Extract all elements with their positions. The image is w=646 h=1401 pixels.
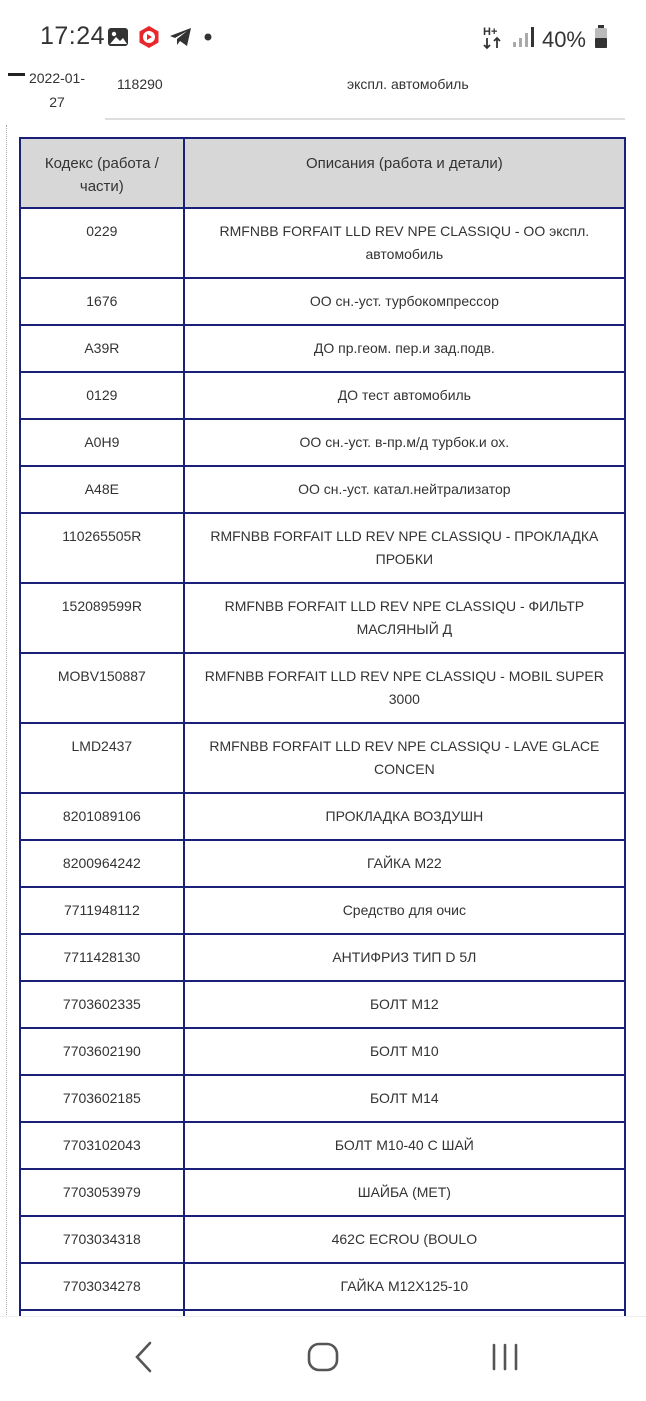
table-row xyxy=(20,466,625,513)
home-icon xyxy=(307,1342,339,1377)
table-row xyxy=(20,419,625,466)
recents-icon xyxy=(490,1342,520,1377)
row-description: OO сн.-уст. катал.нейтрализатор xyxy=(184,466,625,513)
table-header-row xyxy=(20,138,625,208)
table-row xyxy=(20,325,625,372)
row-code: 152089599R xyxy=(20,583,184,653)
row-code: 7703034318 xyxy=(20,1216,184,1263)
row-description: БОЛТ М10-40 С ШАЙ xyxy=(184,1122,625,1169)
row-description: АНТИФРИЗ ТИП D 5Л xyxy=(184,934,625,981)
dot-icon xyxy=(201,30,215,49)
table-row xyxy=(20,372,625,419)
table-row xyxy=(20,513,625,583)
row-description: 462C ECROU (BOULO xyxy=(184,1216,625,1263)
row-description: RMFNBB FORFAIT LLD REV NPE CLASSIQU - ПРОКЛАДКА ПРОБКИ xyxy=(184,513,625,583)
gallery-icon xyxy=(107,27,129,52)
table-row xyxy=(20,653,625,723)
row-code: A39R xyxy=(20,325,184,372)
navigation-bar xyxy=(0,1316,646,1401)
table-body xyxy=(20,208,625,1317)
row-code: 7703102043 xyxy=(20,1122,184,1169)
table-row xyxy=(20,887,625,934)
table-row xyxy=(20,208,625,278)
row-description: OO сн.-уст. в-пр.м/д турбок.и ох. xyxy=(184,419,625,466)
row-code: MOBV150887 xyxy=(20,653,184,723)
recents-button[interactable] xyxy=(480,1337,530,1381)
home-button[interactable] xyxy=(298,1337,348,1381)
row-description: БОЛТ М14 xyxy=(184,1075,625,1122)
header-description: Описания (работа и детали) xyxy=(184,138,625,208)
row-description: ГАЙКА М22 xyxy=(184,840,625,887)
table-row xyxy=(20,723,625,793)
row-description: БОЛТ М12 xyxy=(184,981,625,1028)
status-bar xyxy=(0,0,646,72)
row-code: 8201089106 xyxy=(20,793,184,840)
network-type-icon xyxy=(482,24,504,55)
row-description: ДО пр.геом. пер.и зад.подв. xyxy=(184,325,625,372)
row-code: 7703034278 xyxy=(20,1263,184,1310)
row-code: 7711428130 xyxy=(20,934,184,981)
row-code: 1676 xyxy=(20,278,184,325)
row-description: RMFNBB FORFAIT LLD REV NPE CLASSIQU - MOBIL SUPER 3000 xyxy=(184,653,625,723)
header-code: Кодекс (работа / части) xyxy=(20,138,184,208)
parts-table-container[interactable] xyxy=(18,137,627,1317)
row-code: 110265505R xyxy=(20,513,184,583)
system-status xyxy=(482,24,608,55)
back-chevron-icon xyxy=(133,1341,155,1378)
row-code: 7703602190 xyxy=(20,1028,184,1075)
row-code: 7703053979 xyxy=(20,1169,184,1216)
row-code: 7703602335 xyxy=(20,981,184,1028)
row-code: A0H9 xyxy=(20,419,184,466)
row-code: 0129 xyxy=(20,372,184,419)
signal-icon xyxy=(512,26,534,53)
row-description: БОЛТ М10 xyxy=(184,1028,625,1075)
telegram-icon xyxy=(169,26,193,53)
row-code: 0229 xyxy=(20,208,184,278)
back-button[interactable] xyxy=(119,1337,169,1381)
table-row xyxy=(20,793,625,840)
row-description: OO сн.-уст. турбокомпрессор xyxy=(184,278,625,325)
row-code: 7711948112 xyxy=(20,887,184,934)
table-row xyxy=(20,1216,625,1263)
collapse-dash-icon[interactable] xyxy=(8,73,25,76)
previous-row-description: экспл. автомобиль xyxy=(347,76,469,92)
row-description: ШАЙБА (МЕТ) xyxy=(184,1169,625,1216)
table-row xyxy=(20,1122,625,1169)
youtube-icon xyxy=(137,25,161,54)
previous-row-date: 2022-01-27 xyxy=(28,70,86,110)
clock: 17:24 xyxy=(40,22,106,50)
table-row xyxy=(20,840,625,887)
row-description: RMFNBB FORFAIT LLD REV NPE CLASSIQU - ФИЛЬТР МАСЛЯНЫЙ Д xyxy=(184,583,625,653)
parts-table xyxy=(19,137,626,1317)
table-row xyxy=(20,934,625,981)
row-description: ПРОКЛАДКА ВОЗДУШН xyxy=(184,793,625,840)
indent-guide xyxy=(6,125,7,1315)
row-code: 8200964242 xyxy=(20,840,184,887)
table-row xyxy=(20,1028,625,1075)
row-code: LMD2437 xyxy=(20,723,184,793)
table-row xyxy=(20,1075,625,1122)
battery-percent: 40% xyxy=(541,26,586,52)
row-code: A48E xyxy=(20,466,184,513)
row-description: Средство для очис xyxy=(184,887,625,934)
battery-icon xyxy=(594,25,608,54)
table-row xyxy=(20,1263,625,1310)
row-description: RMFNBB FORFAIT LLD REV NPE CLASSIQU - OO экспл. автомобиль xyxy=(184,208,625,278)
table-row xyxy=(20,981,625,1028)
table-row xyxy=(20,278,625,325)
row-description: ДО тест автомобиль xyxy=(184,372,625,419)
row-description: RMFNBB FORFAIT LLD REV NPE CLASSIQU - LAVE GLACE CONCEN xyxy=(184,723,625,793)
table-row xyxy=(20,583,625,653)
row-code: 7703602185 xyxy=(20,1075,184,1122)
row-divider xyxy=(105,118,625,120)
network-type-label: H+ xyxy=(482,26,498,38)
table-row xyxy=(20,1169,625,1216)
previous-row-code: 118290 xyxy=(117,76,163,92)
previous-row xyxy=(0,66,646,122)
row-description: ГАЙКА М12Х125-10 xyxy=(184,1263,625,1310)
notification-icons xyxy=(107,27,215,51)
